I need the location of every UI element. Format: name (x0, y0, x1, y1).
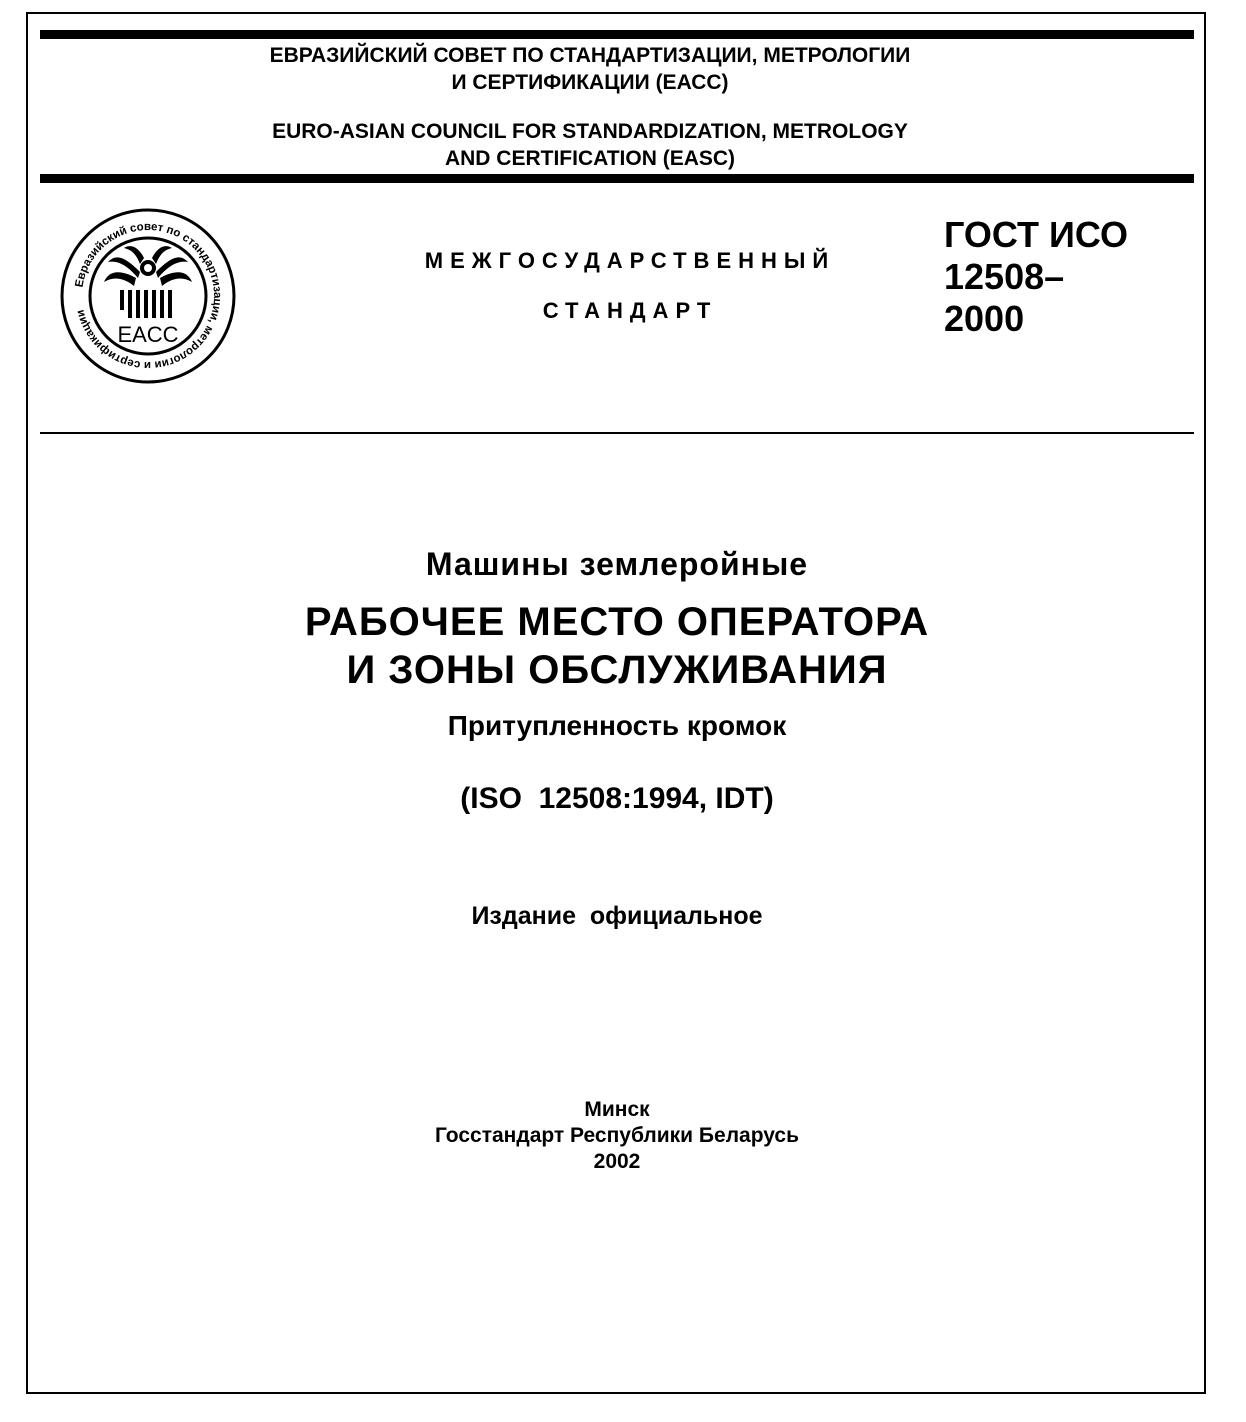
council-name-en-line1: EURO-ASIAN COUNCIL FOR STANDARDIZATION, METROLOGY (272, 120, 908, 143)
designation-line2: 12508– (944, 256, 1065, 297)
council-name-ru-line1: ЕВРАЗИЙСКИЙ СОВЕТ ПО СТАНДАРТИЗАЦИИ, МЕТРОЛОГИИ (269, 44, 911, 67)
iso-reference: (ISO 12508:1994, IDT) (460, 782, 774, 815)
standard-designation (944, 214, 1128, 340)
council-name-ru-line2: И СЕРТИФИКАЦИИ (ЕАСС) (451, 71, 729, 94)
standard-kind-line2: СТАНДАРТ (542, 298, 718, 323)
svg-text:Евразийский совет по стандарти (74, 221, 223, 371)
edition-note: Издание официальное (471, 902, 763, 930)
title-main-line1: РАБОЧЕЕ МЕСТО ОПЕРАТОРА (304, 600, 930, 644)
title-main-line2: И ЗОНЫ ОБСЛУЖИВАНИЯ (346, 648, 888, 692)
title-subtitle: Притупленность кромок (447, 710, 787, 741)
standard-kind-line1: МЕЖГОСУДАРСТВЕННЫЙ (424, 248, 836, 273)
logo-ring-text: Евразийский совет по стандартизации, метрологии и сертификации (73, 220, 224, 372)
easc-emblem-icon (58, 206, 238, 386)
top-rule (40, 30, 1194, 39)
logo-abbr: EACC (117, 322, 179, 347)
imprint-city: Минск (584, 1098, 650, 1121)
section-rule (40, 432, 1194, 434)
header-rule (40, 174, 1194, 183)
designation-line1: ГОСТ ИСО (944, 214, 1129, 255)
designation-line3: 2000 (944, 298, 1025, 339)
council-name-en-line2: AND CERTIFICATION (EASC) (444, 147, 736, 170)
title-subject: Машины землеройные (425, 546, 809, 582)
imprint-year: 2002 (593, 1150, 641, 1173)
imprint-publisher: Госстандарт Республики Беларусь (434, 1124, 800, 1147)
easc-logo (58, 206, 238, 386)
